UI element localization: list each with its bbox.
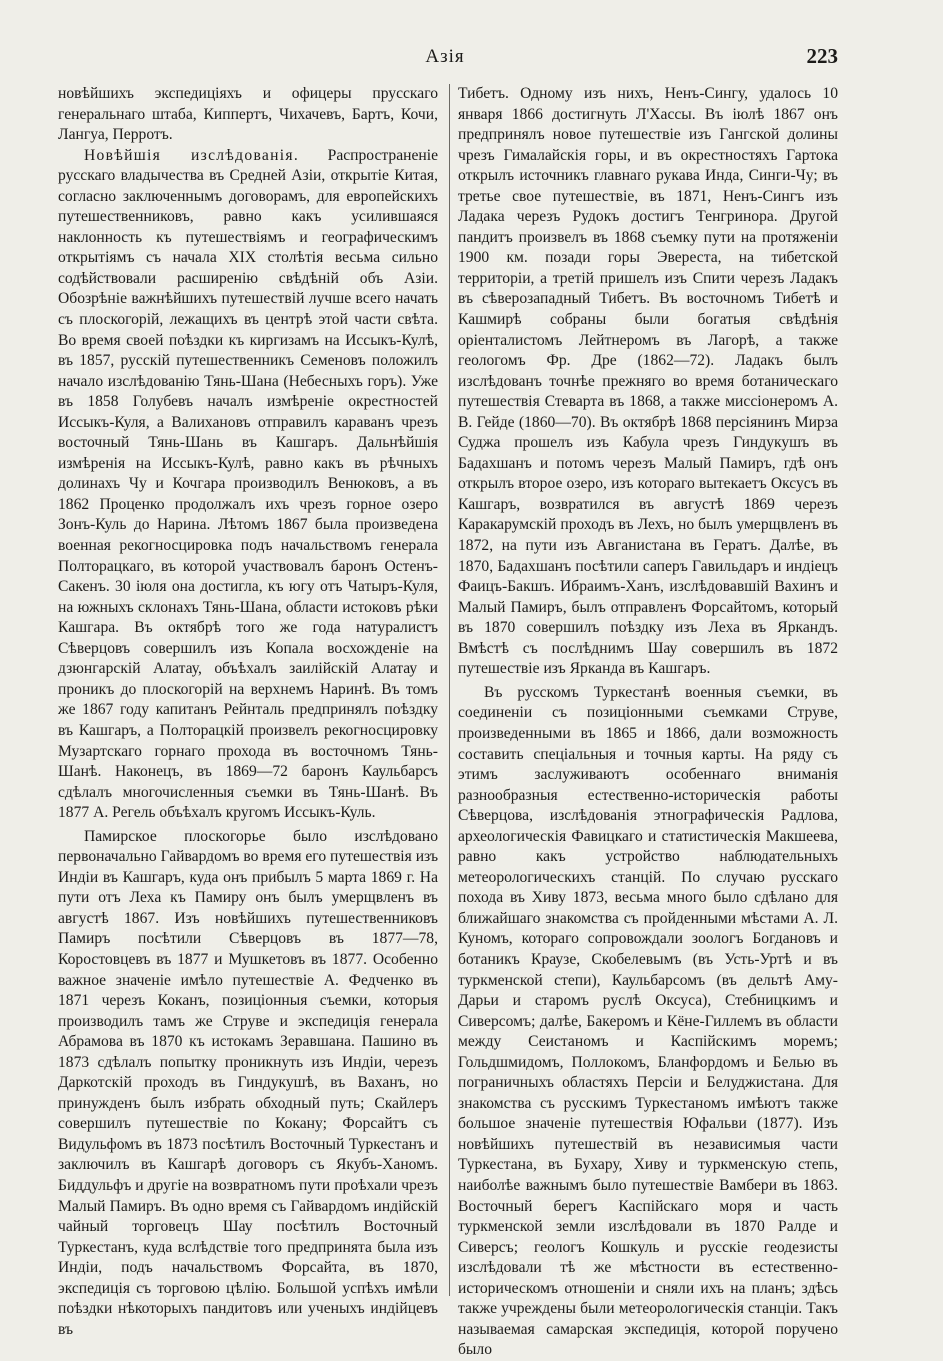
paragraph: Памирское плоскогорье было изслѣдовано первоначально Гайвардомъ во время его путешествія изъ Индіи въ Кашгаръ, куда онъ прибылъ 5 марта 1869 г. На пути отъ Леха къ Памиру онъ былъ умерщвленъ въ августѣ 1867. Изъ новѣйшихъ путешественниковъ Памиръ посѣтили Сѣверцовъ въ 1877—78, Коростовцевъ въ 1877 и Мушкетовъ въ 1877. Особенно важное значеніе имѣло путешествіе А. Федченко въ 1871 черезъ Коканъ, позиціонныя съемки, которыя производилъ тамъ же Струве и экспедиція генерала Абрамова въ 1870 къ истокамъ Зеравшана. Пашино въ 1873 сдѣлалъ попытку проникнуть изъ Индіи, черезъ Даркотскій проходъ въ Гиндукушѣ, въ Ваханъ, но принужденъ былъ избрать обходный путь; Скайлеръ совершилъ путешествіе по Кокану; Форсайтъ съ Видульфомъ въ 1873 посѣтилъ Восточный Туркестанъ и заключилъ въ Кашгарѣ договоръ съ Якубъ-Ханомъ. Биддульфъ и другіе на возвратномъ пути проѣхали чрезъ Малый Памиръ. Въ одно время съ Гайвардомъ индійскій чайный торговецъ Шау посѣтилъ Восточный Туркестанъ, куда вслѣдствіе того предпринята была изъ Индіи, подъ начальствомъ Форсайта, въ 1870, экспедиція съ торговою цѣлію. Большой успѣхъ имѣли поѣздки нѣкоторыхъ пандитовъ или ученыхъ индійцевъ въ bbox=[58, 827, 439, 1338]
column-divider bbox=[449, 84, 450, 1296]
right-column bbox=[458, 84, 838, 1361]
page-number: 223 bbox=[806, 44, 838, 68]
paragraph: Въ русскомъ Туркестанѣ военныя съемки, въ соединеніи съ позиціонными съемками Струве, произведенными въ 1865 и 1866, дали возможность составить спеціальныя и точныя карты. На ряду съ этимъ заслуживаютъ особеннаго вниманія разнообразныя естественно-историческія работы Сѣверцова, изслѣдованія этнографическія Радлова, археологическія Фавицкаго и статистическія Макшеева, равно какъ устройство наблюдательныхъ метеорологическихъ станцій. По случаю русскаго похода въ Хиву 1873, весьма много было сдѣлано для ближайшаго знакомства съ пройденными мѣстами А. Л. Куномъ, котораго сопровождали зоологъ Богдановъ и ботаникъ Краузе, Скобелевымъ (въ Усть-Уртѣ и въ туркменской степи), Каульбарсомъ (въ дельтѣ Аму-Дарьи и старомъ руслѣ Оксуса), Стебницкимъ и Сиверсомъ; далѣе, Бакеромъ и Кёне-Гиллемъ въ области между Сеистаномъ и Каспійскимъ моремъ; Гольдшмидомъ, Поллокомъ, Бланфордомъ и Белью въ пограничныхъ областяхъ Персіи и Белуджистана. Для знакомства съ русскимъ Туркестаномъ имѣютъ также большое значеніе путешествія Юфальви (1877). Изъ новѣйшихъ путешествій въ независимыя части Туркестана, въ Бухару, Хиву и туркменскую степь, наиболѣе важнымъ было путешествіе Вамбери въ 1863. Восточный берегъ Каспійскаго моря и часть туркменской земли изслѣдовали въ 1870 Ралде и Сиверсъ; геологъ Кошкуль и русскіе геодезисты изслѣдовали тѣ же мѣстности въ естественно-историческомъ отношеніи и сняли ихъ на планъ; здѣсь также учреждены были метеорологическія станціи. Такъ называемая самарская экспедиція, которой поручено было bbox=[458, 683, 838, 1359]
paragraph: новѣйшихъ экспедиціяхъ и офицеры прусскаго генеральнаго штаба, Киппертъ, Чихачевъ, Бартъ, Кочи, Лангуа, Перротъ. bbox=[58, 85, 438, 144]
page-header bbox=[50, 40, 840, 80]
paragraph-text: Распространеніе русскаго владычества въ Средней Азіи, открытіе Китая, согласно заключеннымъ договорамъ, для европейскихъ путешественниковъ, равно какъ усилившаяся наклонность къ путешествіямъ и географическимъ открытіямъ съ начала XIX столѣтія весьма сильно содѣйствовали расширенію свѣдѣній объ Азіи. Обозрѣніе важнѣйшихъ путешествій лучше всего начать съ плоскогорій, лежащихъ въ центрѣ этой части свѣта. Во время своей поѣздки къ киргизамъ на Иссыкъ-Кулѣ, въ 1857, русскій путешественникъ Семеновъ положилъ начало изслѣдованію Тянь-Шана (Небесныхъ горъ). Уже въ 1858 Голубевъ началъ измѣреніе окрестностей Иссыкъ-Куля, а Валихановъ отправилъ караванъ чрезъ восточный Тянь-Шань въ Кашгаръ. Дальнѣйшія измѣренія на Иссыкъ-Кулѣ, равно какъ въ рѣчныхъ долинахъ Чу и Кочгара производилъ Венюковъ, а въ 1862 Проценко продолжалъ ихъ чрезъ горное озеро Зонъ-Куль до Нарина. Лѣтомъ 1867 была произведена военная рекогносцировка подъ начальствомъ генерала Полторацкаго, въ которой участвовалъ баронъ Остенъ-Сакенъ. 30 іюля она достигла, къ югу отъ Чатыръ-Куля, на южныхъ склонахъ Тянь-Шана, области истоковъ рѣки Кашгара. Въ октябрѣ того же года натуралистъ Сѣверцовъ совершилъ изъ Копала восхожденіе на дзюнгарскій Алатау, объѣхалъ заилійскій Алатау и проникъ до плоскогорій на верхнемъ Наринѣ. Въ томъ же 1867 году капитанъ Рейнталь предпринялъ поѣздку въ Кашгаръ, а Полторацкій произвелъ рекогносцировку Музартскаго горнаго прохода въ восточномъ Тянь-Шанѣ. Наконецъ, въ 1869—72 баронъ Каульбарсъ сдѣлалъ многочисленныя съемки въ Тянь-Шанѣ. Въ 1877 А. Регель объѣхалъ кругомъ Иссыкъ-Куль. bbox=[58, 146, 438, 822]
paragraph: Тибетъ. Одному изъ нихъ, Ненъ-Сингу, удалось 10 января 1866 достигнуть Л'Хассы. Въ іюлѣ 1867 онъ предпринялъ новое путешествіе изъ Гангской долины чрезъ Гималайскія горы, и въ окрестностяхъ Гартока открылъ источникъ главнаго рукава Инда, Синги-Чу; въ третье свое путешествіе, въ 1871, Ненъ-Сингъ изъ Ладака черезъ Рудокъ достигъ Тенгринора. Другой пандитъ произвелъ въ 1868 съемку пути на протяженіи 1900 км. позади горы Эвереста, на тибетской территоріи, а третій пришелъ изъ Спити черезъ Ладакъ въ сѣверозападный Тибетъ. Въ восточномъ Тибетѣ и Кашмирѣ собраны были богатыя свѣдѣнія оріенталистомъ Лейтнеромъ въ Лагорѣ, а также геологомъ Фр. Дре (1862—72). Ладакъ былъ изслѣдованъ точнѣе прежняго во время ботаническаго путешествія Стеварта въ 1868, а также миссіонеромъ А. В. Гейде (1860—70). Въ октябрѣ 1868 персіянинъ Мирза Суджа прошелъ изъ Кабула чрезъ Гиндукушъ въ Бадахшанъ и потомъ черезъ Малый Памиръ, гдѣ онъ открылъ второе озеро, изъ котораго вытекаетъ Оксусъ въ Кашгаръ, возвратился въ августѣ 1869 черезъ Каракарумскій проходъ въ Лехъ, но былъ умерщвленъ въ 1872, на пути изъ Авганистана въ Гератъ. Далѣе, въ 1870, Бадахшанъ посѣтили саперъ Гавильдаръ и индіецъ Фаицъ-Бакшъ. Ибраимъ-Ханъ, изслѣдовавшій Вахинъ и Малый Памиръ, былъ отправленъ Форсайтомъ, который въ 1870 совершилъ поѣздку изъ Леха въ Яркандъ. Вмѣстѣ съ послѣднимъ Шау совершилъ въ 1872 путешествіе изъ Яркандa въ Кашгаръ. bbox=[458, 85, 838, 678]
section-heading: Новѣйшія изслѣдованія. bbox=[84, 146, 300, 164]
left-column bbox=[58, 84, 438, 1340]
paragraph bbox=[58, 146, 438, 824]
running-title: Азія bbox=[425, 46, 465, 67]
